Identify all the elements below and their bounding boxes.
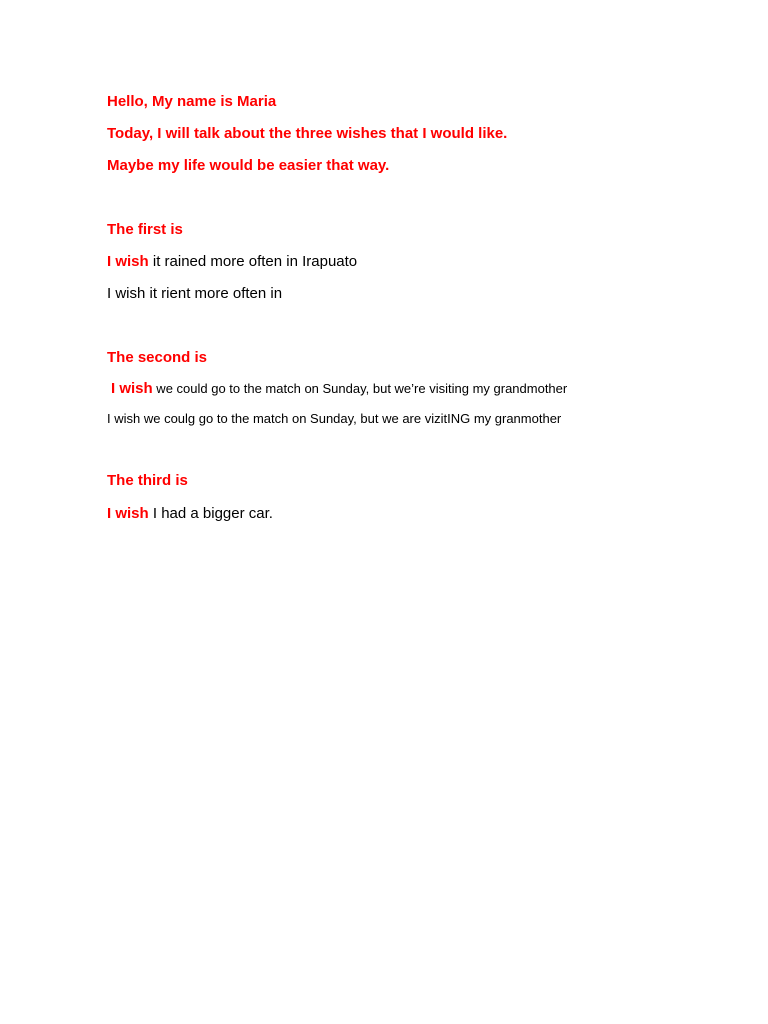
intro-reason: Maybe my life would be easier that way.: [107, 157, 390, 174]
second-wish-attempt: I wish we coulg go to the match on Sunday, but we are vizitING my granmother: [107, 411, 562, 426]
third-wish-label: I wish: [107, 505, 149, 522]
first-wish-text: it rained more often in Irapuato: [148, 253, 358, 270]
second-wish-label: I wish: [111, 380, 153, 397]
first-wish-attempt: I wish it rient more often in: [107, 285, 283, 302]
first-wish-sentence: [107, 253, 357, 271]
intro-greeting: Hello, My name is Maria: [107, 93, 277, 110]
intro-topic: Today, I will talk about the three wishes that I would like.: [107, 125, 508, 142]
third-wish-sentence: [107, 505, 273, 523]
first-wish-heading: The first is: [107, 221, 183, 238]
third-wish-heading: The third is: [107, 472, 188, 489]
second-wish-heading: The second is: [107, 349, 208, 366]
second-wish-text: we could go to the match on Sunday, but we’re visiting my grandmother: [152, 381, 568, 396]
first-wish-label: I wish: [107, 253, 149, 270]
third-wish-text: I had a bigger car.: [148, 505, 273, 522]
second-wish-sentence: [111, 380, 567, 398]
